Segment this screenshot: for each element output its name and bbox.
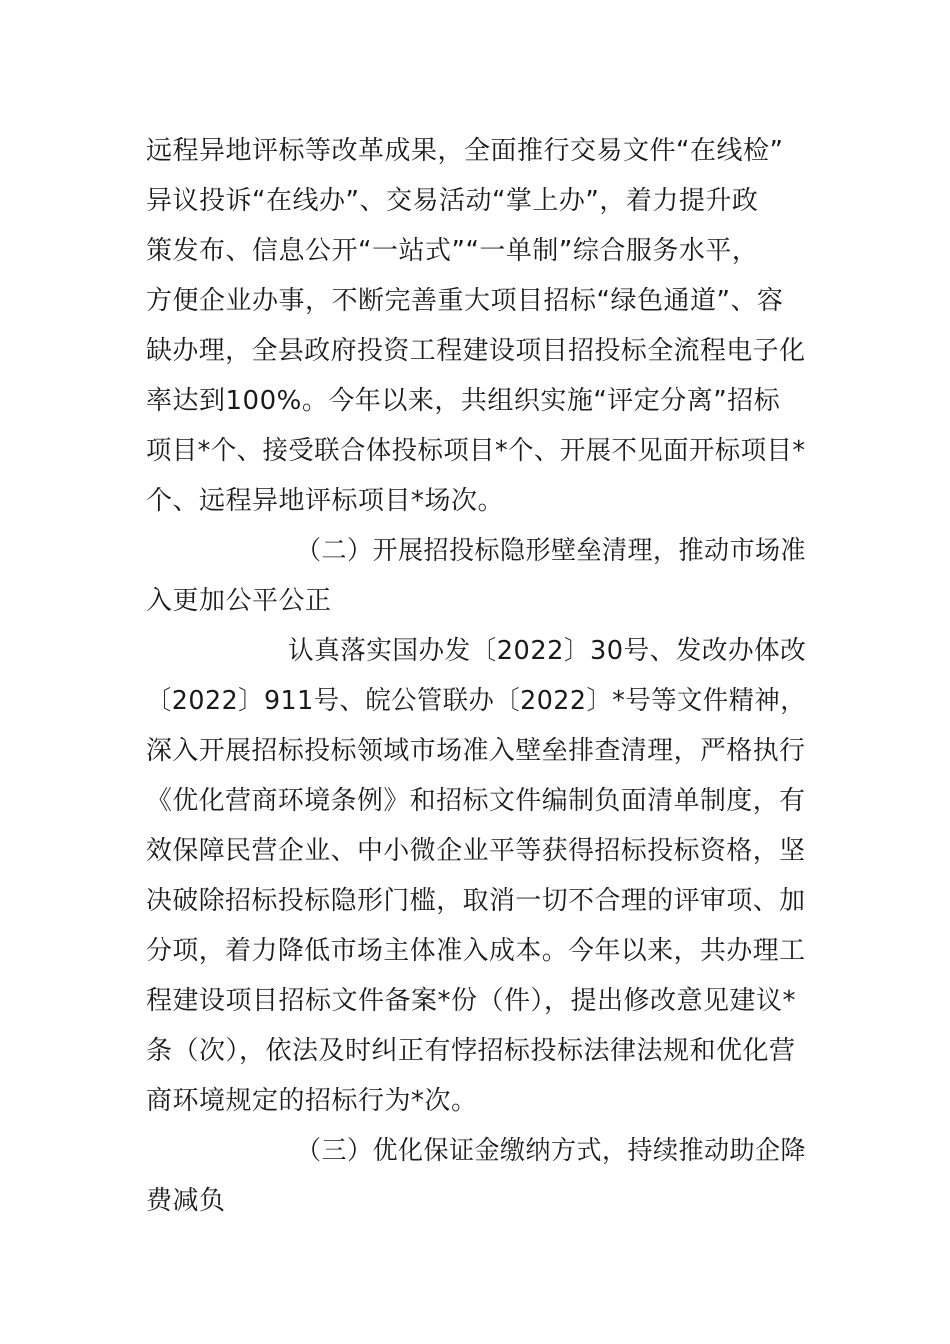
body-text-line: 《优化营商环境条例》和招标文件编制负面清单制度，有 bbox=[146, 786, 806, 816]
section-heading-3: （三）优化保证金缴纳方式，持续推动助企降 bbox=[296, 1136, 807, 1166]
body-text-line: 〔2022〕911号、皖公管联办〔2022〕*号等文件精神， bbox=[146, 686, 807, 716]
body-text-line: 个、远程异地评标项目*场次。 bbox=[146, 486, 505, 516]
body-text-line: 缺办理，全县政府投资工程建设项目招投标全流程电子化 bbox=[146, 336, 806, 366]
body-text-line: 决破除招标投标隐形门槛，取消一切不合理的评审项、加 bbox=[146, 886, 806, 916]
body-text-line: 条（次），依法及时纠正有悖招标投标法律法规和优化营 bbox=[146, 1036, 796, 1066]
body-text-line: 方便企业办事，不断完善重大项目招标“绿色通道”、容 bbox=[146, 286, 784, 316]
body-text-line: 商环境规定的招标行为*次。 bbox=[146, 1086, 478, 1116]
body-text-line: 分项，着力降低市场主体准入成本。今年以来，共办理工 bbox=[146, 936, 806, 966]
body-text-line: 深入开展招标投标领域市场准入壁垒排查清理，严格执行 bbox=[146, 736, 806, 766]
body-text-line: 认真落实国办发〔2022〕30号、发改办体改 bbox=[288, 636, 807, 666]
section-heading-2-cont: 入更加公平公正 bbox=[146, 586, 332, 616]
body-text-line: 项目*个、接受联合体投标项目*个、开展不见面开标项目* bbox=[146, 436, 806, 466]
body-text-line: 率达到100%。今年以来，共组织实施“评定分离”招标 bbox=[146, 386, 781, 416]
section-heading-2: （二）开展招投标隐形壁垒清理，推动市场准 bbox=[296, 536, 807, 566]
body-text-line: 程建设项目招标文件备案*份（件），提出修改意见建议* bbox=[146, 986, 797, 1016]
body-text-line: 异议投诉“在线办”、交易活动“掌上办”，着力提升政 bbox=[146, 186, 759, 216]
body-text-line: 效保障民营企业、中小微企业平等获得招标投标资格，坚 bbox=[146, 836, 806, 866]
body-text-line: 策发布、信息公开“一站式”“一单制”综合服务水平， bbox=[146, 236, 759, 266]
section-heading-3-cont: 费减负 bbox=[146, 1186, 226, 1216]
body-text-line: 远程异地评标等改革成果，全面推行交易文件“在线检” bbox=[146, 136, 784, 166]
